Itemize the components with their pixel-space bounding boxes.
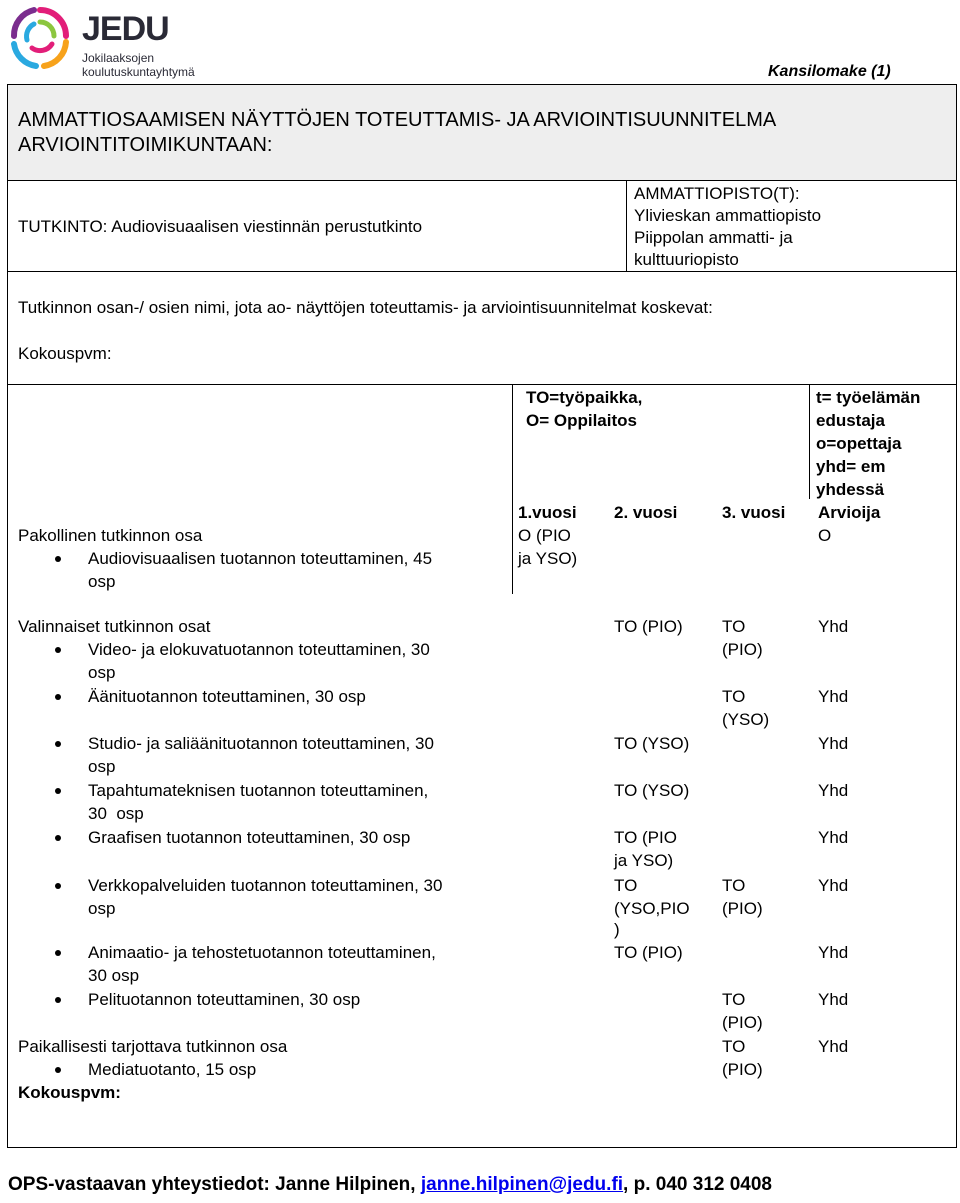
contact-footer bbox=[8, 1174, 772, 1196]
list-item bbox=[88, 547, 432, 570]
kokouspvm-label: Kokouspvm: bbox=[18, 344, 112, 363]
list-item bbox=[88, 732, 434, 755]
valinnaiset-heading: Valinnaiset tutkinnon osat bbox=[18, 617, 211, 636]
form-id: Kansilomake (1) bbox=[768, 63, 891, 80]
cell-year-3: TO bbox=[722, 990, 746, 1009]
cell-year-3: (PIO) bbox=[722, 899, 763, 918]
list-item-line-1: Verkkopalveluiden tuotannon toteuttaminen, 30 bbox=[88, 876, 443, 895]
cell-assessor: Yhd bbox=[818, 943, 849, 962]
cell-year-2: TO (PIO bbox=[614, 828, 677, 847]
list-item-line-1: Tapahtumateknisen tuotannon toteuttaminen, bbox=[88, 781, 429, 800]
pakollinen-heading: Pakollinen tutkinnon osa bbox=[18, 526, 203, 545]
list-item-line-2: osp bbox=[88, 757, 116, 776]
email-link[interactable]: janne.hilpinen@jedu.fi bbox=[420, 1174, 624, 1195]
legend-assessor-2: edustaja bbox=[816, 411, 885, 430]
title-line-2: ARVIOINTITOIMIKUNTAAN: bbox=[18, 134, 273, 156]
cell-year-3: TO bbox=[722, 876, 746, 895]
pakollinen-year-1-b: ja YSO) bbox=[518, 549, 578, 568]
list-item-line-2: 30 osp bbox=[88, 804, 144, 823]
divider bbox=[7, 180, 957, 181]
cell-year-2: (YSO,PIO bbox=[614, 899, 690, 918]
tutkinnon-osat-label: Tutkinnon osan-/ osien nimi, jota ao- näyttöjen toteuttamis- ja arviointisuunnitelmat koskevat: bbox=[18, 298, 713, 317]
legend-place-1: TO=työpaikka, bbox=[526, 388, 643, 407]
cell-assessor: Yhd bbox=[818, 617, 849, 636]
cell-assessor: Yhd bbox=[818, 990, 849, 1009]
cell-year-2: TO (YSO) bbox=[614, 734, 690, 753]
list-item bbox=[88, 826, 410, 849]
pakollinen-assessor: O bbox=[818, 526, 832, 545]
cell-assessor: Yhd bbox=[818, 1037, 849, 1056]
cell-assessor: Yhd bbox=[818, 734, 849, 753]
legend-assessor-1: t= työelämän bbox=[816, 388, 921, 407]
list-item bbox=[88, 988, 360, 1011]
logo-subtitle-2: koulutuskuntayhtymä bbox=[82, 65, 195, 79]
divider bbox=[512, 384, 513, 594]
list-item bbox=[88, 874, 442, 897]
cell-year-2: ja YSO) bbox=[614, 851, 674, 870]
divider bbox=[7, 384, 957, 385]
legend-place-2: O= Oppilaitos bbox=[526, 411, 637, 430]
ammattiopisto-line-3: kulttuuriopisto bbox=[634, 250, 739, 269]
list-item bbox=[88, 941, 436, 964]
cell-year-3: (PIO) bbox=[722, 1013, 763, 1032]
column-year-3: 3. vuosi bbox=[722, 503, 786, 522]
list-item-line-1: Mediatuotanto, 15 osp bbox=[88, 1060, 257, 1079]
list-item-line-1: Äänituotannon toteuttaminen, 30 osp bbox=[88, 687, 366, 706]
list-item bbox=[88, 685, 366, 708]
logo-subtitle-1: Jokilaaksojen bbox=[82, 51, 155, 65]
list-item-line-2: osp bbox=[88, 899, 116, 918]
legend-assessor-5: yhdessä bbox=[816, 480, 885, 499]
cell-assessor: Yhd bbox=[818, 876, 849, 895]
ammattiopisto-line-2: Piippolan ammatti- ja bbox=[634, 228, 793, 247]
cell-year-2: TO (YSO) bbox=[614, 781, 690, 800]
list-item bbox=[88, 779, 428, 802]
cell-year-2: TO bbox=[614, 876, 638, 895]
page-title bbox=[18, 108, 776, 158]
divider bbox=[7, 271, 957, 272]
column-assessor: Arvioija bbox=[818, 503, 881, 522]
divider bbox=[809, 384, 810, 499]
divider bbox=[626, 180, 627, 271]
list-item-line-1: Studio- ja saliäänituotannon toteuttaminen, 30 bbox=[88, 734, 434, 753]
cell-year-2: TO (PIO) bbox=[614, 617, 683, 636]
cell-year-3: TO bbox=[722, 1037, 746, 1056]
cell-year-3: (PIO) bbox=[722, 640, 763, 659]
list-item-line-2: 30 osp bbox=[88, 966, 140, 985]
jedu-logo-mark-icon bbox=[8, 4, 72, 74]
cell-assessor: Yhd bbox=[818, 687, 849, 706]
pakollinen-year-1-a: O (PIO bbox=[518, 526, 571, 545]
legend-assessor-4: yhd= em bbox=[816, 457, 886, 476]
cell-year-2: ) bbox=[614, 920, 620, 939]
legend-assessor-3: o=opettaja bbox=[816, 434, 902, 453]
cell-year-3: (YSO) bbox=[722, 710, 770, 729]
list-item-line-1: Animaatio- ja tehostetuotannon toteuttaminen, bbox=[88, 943, 436, 962]
list-item-line-1: Video- ja elokuvatuotannon toteuttaminen, 30 bbox=[88, 640, 430, 659]
cell-year-3: TO bbox=[722, 687, 746, 706]
cell-assessor: Yhd bbox=[818, 828, 849, 847]
footer-prefix: OPS-vastaavan yhteystiedot: Janne Hilpinen, bbox=[8, 1174, 421, 1195]
footer-suffix: , p. 040 312 0408 bbox=[623, 1174, 772, 1195]
list-item-line-1: Graafisen tuotannon toteuttaminen, 30 osp bbox=[88, 828, 411, 847]
cell-year-3: TO bbox=[722, 617, 746, 636]
cell-year-2: TO (PIO) bbox=[614, 943, 683, 962]
cell-year-3: (PIO) bbox=[722, 1060, 763, 1079]
ammattiopisto-label: AMMATTIOPISTO(T): bbox=[634, 184, 800, 203]
jedu-logo bbox=[8, 4, 208, 80]
column-year-1: 1.vuosi bbox=[518, 503, 577, 522]
tutkinto: TUTKINTO: Audiovisuaalisen viestinnän perustutkinto bbox=[18, 217, 423, 236]
title-line-1: AMMATTIOSAAMISEN NÄYTTÖJEN TOTEUTTAMIS- JA ARVIOINTISUUNNITELMA bbox=[18, 109, 777, 131]
ammattiopisto-line-1: Ylivieskan ammattiopisto bbox=[634, 206, 822, 225]
list-item-line-2: osp bbox=[88, 572, 116, 591]
list-item bbox=[88, 638, 430, 661]
list-item-line-2: osp bbox=[88, 663, 116, 682]
paikallinen-heading: Paikallisesti tarjottava tutkinnon osa bbox=[18, 1037, 288, 1056]
list-item-line-1: Pelituotannon toteuttaminen, 30 osp bbox=[88, 990, 361, 1009]
cell-assessor: Yhd bbox=[818, 781, 849, 800]
list-item bbox=[88, 1058, 256, 1081]
list-item-line-1: Audiovisuaalisen tuotannon toteuttaminen, 45 bbox=[88, 549, 433, 568]
kokouspvm-bottom: Kokouspvm: bbox=[18, 1083, 121, 1102]
logo-brand: JEDU bbox=[82, 10, 169, 48]
column-year-2: 2. vuosi bbox=[614, 503, 678, 522]
